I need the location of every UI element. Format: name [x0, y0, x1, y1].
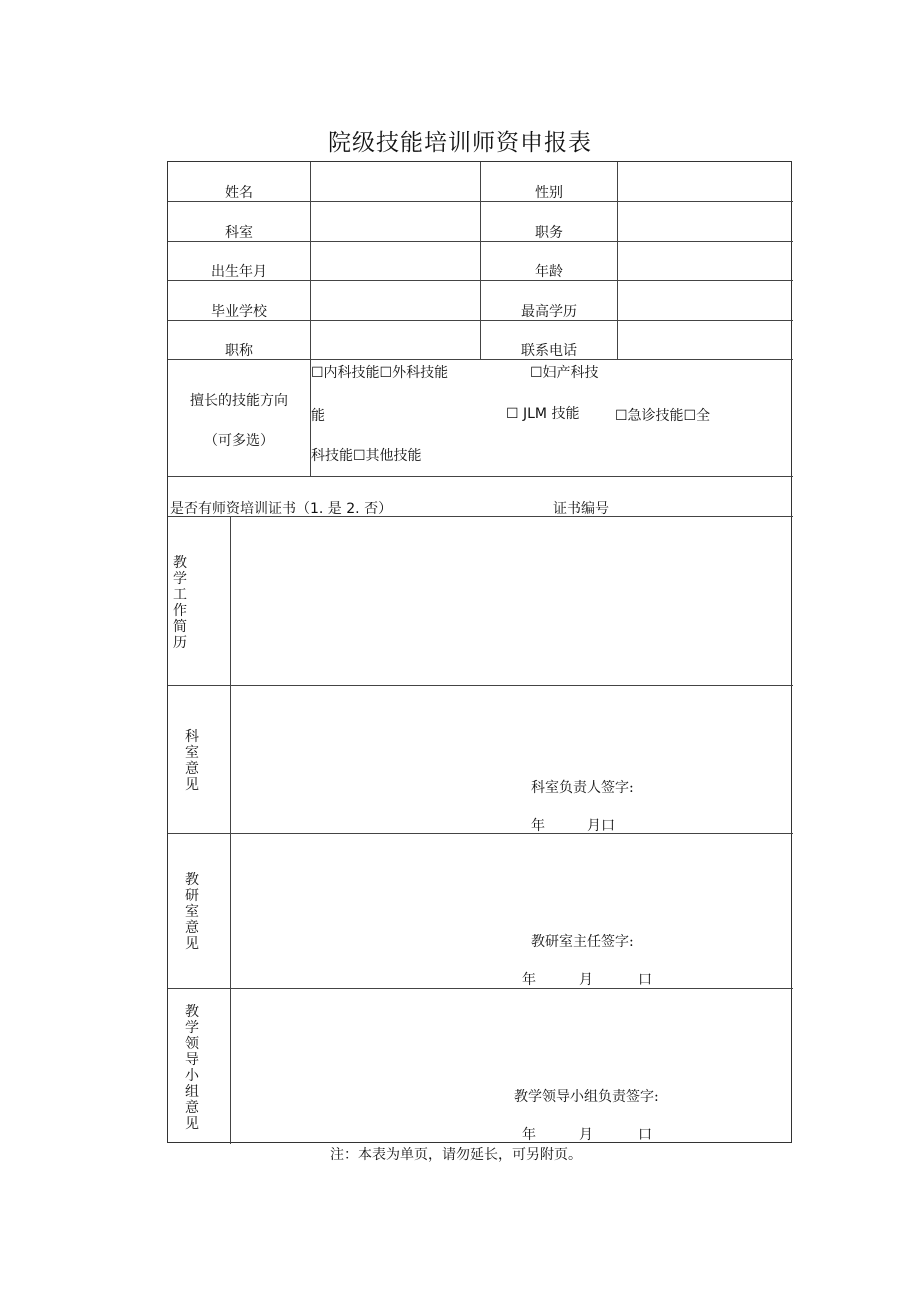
name-input[interactable] [311, 162, 480, 201]
school-label: 毕业学校 [211, 304, 267, 320]
education-input[interactable] [618, 281, 792, 320]
department-input[interactable] [311, 202, 480, 241]
birth-label: 出生年月 [211, 264, 267, 280]
leader-date-day: 口 [638, 1127, 652, 1143]
department-label: 科室 [225, 225, 253, 241]
age-label: 年龄 [535, 264, 563, 280]
phone-input[interactable] [618, 321, 792, 359]
dept-opinion-input[interactable] [231, 686, 792, 833]
research-date-year: 年 [522, 972, 536, 988]
gender-input[interactable] [618, 162, 792, 201]
research-sign-label: 教研室主任签字: [531, 934, 634, 950]
leader-sign-label: 教学领导小组负责签字: [514, 1089, 659, 1105]
footnote: 注：本表为单页，请勿延长，可另附页。 [330, 1147, 582, 1163]
skills-label: 擅长的技能方向 [190, 393, 288, 409]
phone-label: 联系电话 [521, 343, 577, 359]
research-opinion-input[interactable] [231, 834, 792, 988]
skills-options-line3[interactable]: 科技能☐其他技能 [311, 448, 422, 464]
leader-date-month: 月 [579, 1127, 593, 1143]
dept-sign-label: 科室负责人签字: [531, 780, 634, 796]
school-input[interactable] [311, 281, 480, 320]
page-title: 院级技能培训师资申报表 [328, 130, 592, 156]
skills-options-line2: 能 [311, 408, 325, 424]
age-input[interactable] [618, 242, 792, 280]
skills-options-line1[interactable]: ☐内科技能☐外科技能 [311, 365, 449, 381]
leader-opinion-label: 教学领导小组意见 [185, 1004, 199, 1132]
leader-date-year: 年 [522, 1127, 536, 1143]
position-input[interactable] [618, 202, 792, 241]
application-form [167, 161, 792, 1143]
teaching-resume-label: 教学工作简历 [173, 555, 187, 651]
gender-label: 性别 [535, 185, 563, 201]
leader-opinion-input[interactable] [231, 989, 792, 1143]
row-divider [168, 476, 793, 477]
skills-option-obstetrics[interactable]: ☐妇产科技 [530, 365, 599, 381]
skills-option-jlm[interactable] [506, 403, 579, 423]
birth-input[interactable] [311, 242, 480, 280]
certificate-question: 是否有师资培训证书（1. 是 2. 否） [170, 501, 393, 517]
title-rank-label: 职称 [225, 343, 253, 359]
position-label: 职务 [535, 225, 563, 241]
dept-opinion-label: 科室意见 [185, 729, 199, 793]
skills-sublabel: （可多选） [204, 433, 274, 449]
skills-option-emergency[interactable]: ☐急诊技能☐全 [615, 408, 711, 424]
jlm-option-label: ☐ JLM 技能 [506, 406, 580, 422]
certificate-number-label: 证书编号 [553, 501, 609, 517]
dept-date: 年 月口 [531, 818, 615, 834]
education-label: 最高学历 [521, 304, 577, 320]
name-label: 姓名 [225, 185, 253, 201]
title-rank-input[interactable] [311, 321, 480, 359]
teaching-resume-input[interactable] [231, 517, 792, 685]
research-date-month: 月 [579, 972, 593, 988]
research-opinion-label: 教研室意见 [185, 872, 199, 952]
research-date-day: 口 [638, 972, 652, 988]
